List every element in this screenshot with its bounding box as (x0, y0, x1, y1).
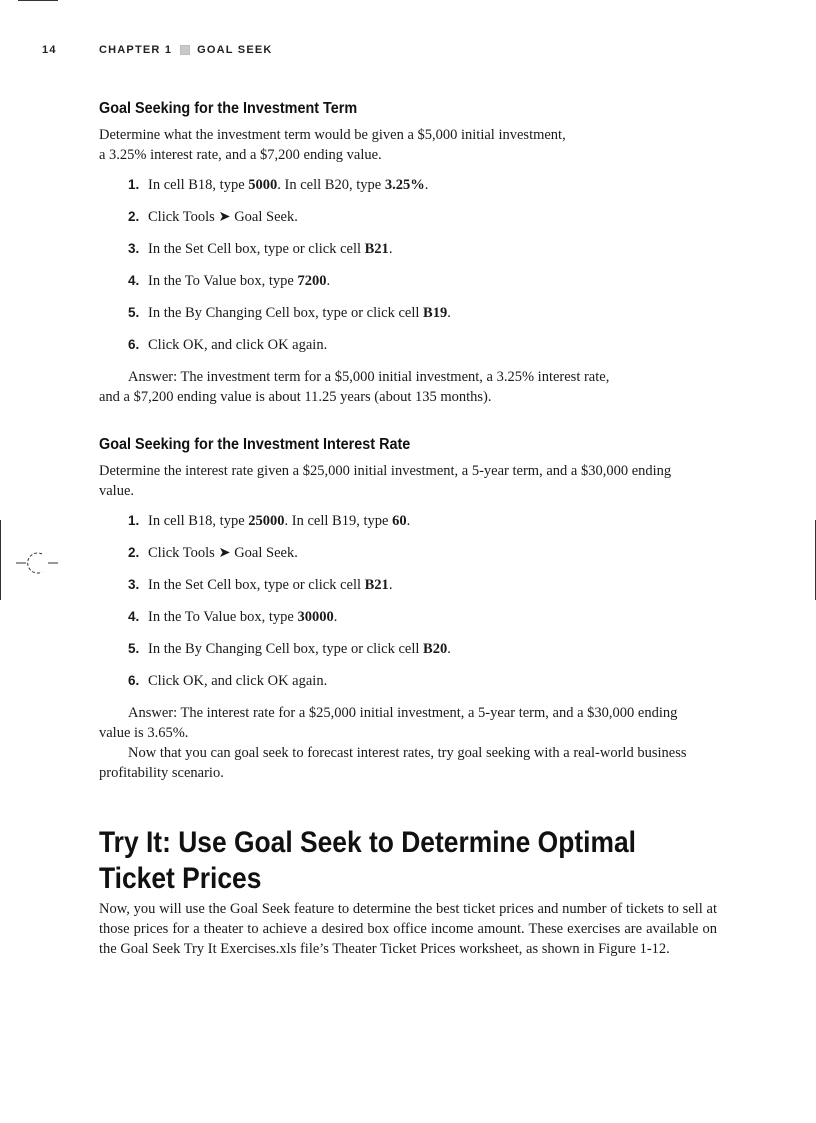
steps-list (99, 175, 721, 355)
step-text: Click OK, and click OK again. (148, 337, 328, 353)
step-text: In the By Changing Cell box, type or click cell (148, 305, 424, 321)
section-intro (99, 125, 721, 165)
step-item (128, 175, 721, 195)
section-heading-try-it (99, 825, 662, 897)
step-text: . In cell B19, type (284, 513, 393, 529)
step-number: 1. (128, 513, 140, 528)
step-text: . (424, 177, 429, 193)
step-text: In cell B18, type (148, 513, 249, 529)
step-item (128, 511, 721, 531)
chapter-title: GOAL SEEK (197, 44, 273, 56)
running-header (42, 44, 273, 56)
step-text: In the Set Cell box, type or click cell (148, 241, 365, 257)
heading-line: Try It: Use Goal Seek to Determine Optimal (99, 826, 636, 859)
try-it-paragraph: Now, you will use the Goal Seek feature to determine the best ticket prices and number of tickets to sell at those prices for a theater to achieve a desired box office income amount. These exercises are available on the Goal Seek Try It Exercises.xls file’s Theater Ticket Prices worksheet, as shown in Figure 1-12. (99, 901, 717, 957)
step-number: 2. (128, 545, 140, 560)
step-number: 5. (128, 641, 140, 656)
step-number: 6. (128, 673, 140, 688)
intro-line: a 3.25% interest rate, and a $7,200 ending value. (99, 147, 382, 163)
step-item (128, 639, 721, 659)
step-item (128, 607, 721, 627)
step-number: 6. (128, 337, 140, 352)
step-text: In the Set Cell box, type or click cell (148, 577, 365, 593)
chapter-label: CHAPTER 1 (99, 44, 173, 56)
step-text: In the To Value box, type (148, 609, 298, 625)
step-item (128, 543, 721, 563)
step-item (128, 671, 721, 691)
answer-paragraph: Answer: The interest rate for a $25,000 initial investment, a 5-year term, and a $30,000 ending value is 3.65%. (99, 705, 678, 741)
step-text: In cell B18, type (148, 177, 249, 193)
answer-paragraph (99, 367, 721, 407)
step-number: 4. (128, 609, 140, 624)
step-text: . (406, 513, 411, 529)
step-value: 25000 (248, 513, 285, 529)
step-number: 5. (128, 305, 140, 320)
step-value: B21 (364, 577, 389, 593)
step-number: 3. (128, 241, 140, 256)
step-item (128, 239, 721, 259)
step-text: Click Tools ➤ Goal Seek. (148, 545, 298, 561)
step-text: . (447, 305, 451, 321)
page-body (99, 98, 721, 959)
step-item (128, 271, 721, 291)
intro-line: Determine what the investment term would be given a $5,000 initial investment, (99, 127, 566, 143)
step-value: B19 (423, 305, 448, 321)
step-text: Click Tools ➤ Goal Seek. (148, 209, 298, 225)
step-value: B20 (423, 641, 448, 657)
step-value: B21 (364, 241, 389, 257)
step-item (128, 207, 721, 227)
step-number: 4. (128, 273, 140, 288)
trim-mark-top (18, 0, 58, 1)
section-heading-interest-rate: Goal Seeking for the Investment Interest Rate (99, 436, 411, 453)
crop-mark-left (0, 520, 1, 600)
step-item (128, 575, 721, 595)
step-text: Click OK, and click OK again. (148, 673, 328, 689)
step-text: . (447, 641, 451, 657)
section-intro: Determine the interest rate given a $25,000 initial investment, a 5-year term, and a $30,000 ending value. (99, 463, 672, 499)
heading-line: Ticket Prices (99, 862, 262, 895)
section-heading-investment-term: Goal Seeking for the Investment Term (99, 100, 358, 117)
step-text: In the To Value box, type (148, 273, 298, 289)
step-text: . In cell B20, type (277, 177, 385, 193)
step-value: 30000 (297, 609, 334, 625)
step-text: . (326, 273, 331, 289)
step-number: 1. (128, 177, 140, 192)
step-item (128, 303, 721, 323)
step-text: . (388, 241, 393, 257)
steps-list (99, 511, 721, 691)
followup-paragraph: Now that you can goal seek to forecast interest rates, try goal seeking with a real-world business profitability scenario. (99, 745, 687, 781)
page-number: 14 (42, 44, 57, 56)
step-number: 3. (128, 577, 140, 592)
answer-line: Answer: The investment term for a $5,000 initial investment, a 3.25% interest rate, (128, 369, 610, 385)
step-text: . (388, 577, 393, 593)
registration-mark-icon (16, 550, 60, 576)
step-value: 3.25% (384, 177, 425, 193)
step-value: 60 (392, 513, 407, 529)
step-text: In the By Changing Cell box, type or click cell (148, 641, 424, 657)
step-item (128, 335, 721, 355)
step-value: 5000 (248, 177, 278, 193)
separator-square-icon (180, 45, 190, 55)
step-value: 7200 (297, 273, 327, 289)
step-text: . (333, 609, 338, 625)
step-number: 2. (128, 209, 140, 224)
answer-line: and a $7,200 ending value is about 11.25 years (about 135 months). (99, 389, 492, 405)
